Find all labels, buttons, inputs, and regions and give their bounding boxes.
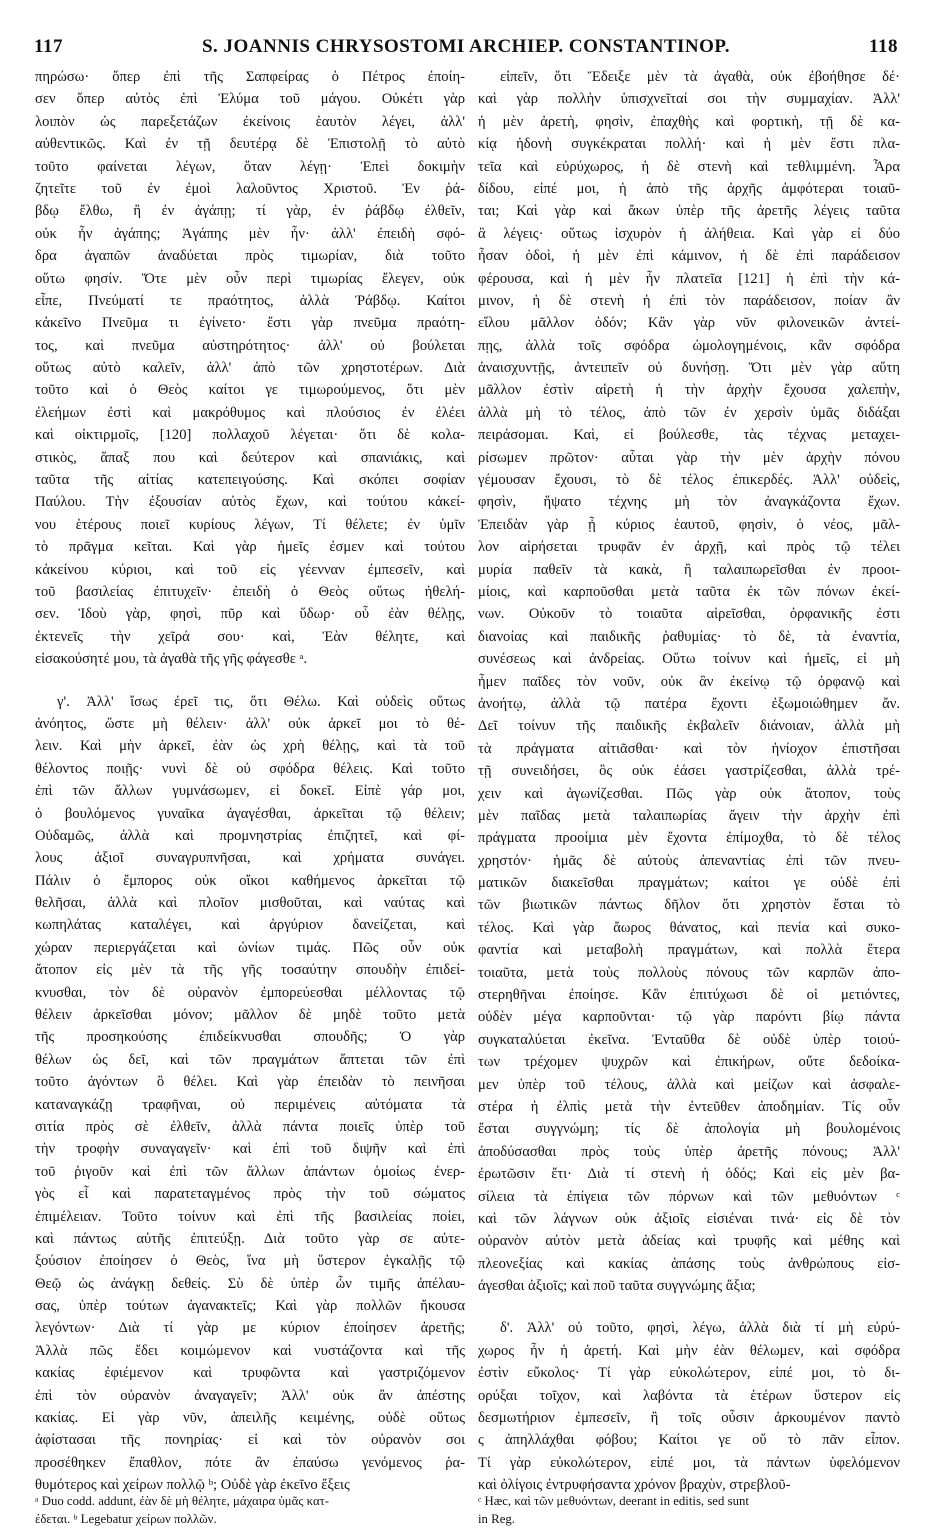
text-line: δ'. Ἀλλ' οὐ τοῦτο, φησὶ, λέγω, ἀλλὰ διὰ τί μὴ εὐρύ- <box>500 1320 900 1337</box>
text-line: σεν ὅπερ αὐτὸς ἐπὶ Ἐλύμα τοῦ μάγου. Οὐκέτι γὰρ <box>35 91 465 108</box>
text-line: μυρία παθεῖν τὰ κακὰ, ἢ ταλαιπωρεῖσθαι ἐν προοι- <box>478 561 900 578</box>
text-line: θέλειν ἀρκεῖσθαι μόνον; μᾶλλον δὲ μηδὲ τοῦτο μετὰ <box>35 1007 465 1024</box>
text-line: Τί γὰρ εὐκολώτερον, εἰπέ μοι, τὰ πάντων ὑφελόμενον <box>478 1454 900 1471</box>
text-line: ἃ λέγεις· οὕτως ἰσχυρὸν ἡ ἀλήθεια. Καὶ γὰρ εἰ δύο <box>478 225 900 242</box>
text-line: τεῖα καὶ εὐρύχωρος, ἡ δὲ στενὴ καὶ τεθλιμμένη. Ἆρα <box>478 158 900 175</box>
footnote-line: έδεται. ᵇ Legebatur χείρων πολλῶν. <box>35 1512 217 1526</box>
text-line: ἦμεν παῖδες τὸν νοῦν, οὐκ ἂν ἐκείνῳ τῷ ὀρφανῷ καὶ <box>478 673 900 690</box>
text-line: τοῦτο ἀγόντων ὃ θέλει. Καὶ γὰρ ἐπειδὰν τὸ πεινῆσαι <box>35 1074 465 1091</box>
text-line: τοῦ ῥιγοῦν καὶ ἐπὶ τῶν ἄλλων ἁπάντων ὁμοίως ἐνερ- <box>35 1163 465 1180</box>
text-line: χειν καὶ ἀγωνίζεσθαι. Πῶς γὰρ οὐκ ἄτοπον, τοὺς <box>478 785 900 802</box>
text-line: ἐκτενεῖς τὴν χεῖρά σου· καὶ, Ἐὰν θέλητε, καὶ <box>35 628 465 645</box>
text-line: κἀκείνου κύριοι, καὶ τοῦ εἰς γέενναν ἐμπεσεῖν, καὶ <box>35 561 465 578</box>
text-line: Ἐπειδὰν γὰρ ᾖ κύριος ἑαυτοῦ, φησὶν, ὁ νέος, μᾶλ- <box>478 516 900 533</box>
text-line: δεσμωτήριον ἐμπεσεῖν, ἢ τοῖς οὖσιν ἀρκουμένον παντὸ <box>478 1410 900 1427</box>
text-line: σιτία πρὸς σὲ ἐλθεῖν, ἀλλὰ πάντα ποιεῖς ὑπὲρ τοῦ <box>35 1118 465 1135</box>
text-line: τοῦτο φαίνεται λέγων, ὅταν λέγῃ· Ἐπεὶ δοκιμὴν <box>35 158 465 175</box>
text-line: οὕτω φησίν. Ὅτε μὲν οὖν περὶ τιμωρίας ἔλεγεν, οὐκ <box>35 270 465 287</box>
text-line: ρίσωμεν πρῶτον· αὗται γὰρ τὴν μὲν ἀρχὴν πόνου <box>478 449 900 466</box>
text-line: διανοίας καὶ παιδικῆς ῥαθυμίας· τὸ δὲ, τὰ ἐναντία, <box>478 628 900 645</box>
footnote-line: ᵃ Duo codd. addunt, ἐὰν δὲ μὴ θέλητε, μάχαιρα ὑμᾶς κατ- <box>35 1494 330 1508</box>
text-line: τῶν βιωτικῶν πάντως δῆλον ὅτι χρηστὸν ἔσται τὸ <box>478 897 900 914</box>
text-line: τος, καὶ πνεῦμα αὐστηρότητος· ἀλλ' οὐ βούλεται <box>35 337 465 354</box>
text-line: σεν. Ἰδοὺ γὰρ, φησὶ, πῦρ καὶ ὕδωρ· οὗ ἐὰν θέλῃς, <box>35 606 465 623</box>
text-line: των τρέχομεν ψυχρῶν καὶ ἐπικήρων, οὔτε δεδοίκα- <box>478 1054 900 1071</box>
text-line: εἶπε, Πνεύματί τε πραότητος, ἀλλὰ Ῥάβδῳ. Καίτοι <box>35 292 465 309</box>
text-line: κνυσθαι, τὸν δὲ οὐρανὸν ἐμπορεύεσθαι μέλλοντας τῷ <box>35 984 465 1001</box>
text-line: ξούσιον ἐποίησεν ὁ Θεὸς, ἵνα μὴ ὕστερον ἐγκαλῇς τῷ <box>35 1253 465 1270</box>
text-line: ἀνοήτῳ, ἀλλὰ τῷ πατέρα ἔχοντι ἐξωμοιώθημεν ἄν. <box>478 695 900 712</box>
text-line: ἀφίστασαι τῆς πονηρίας· εἰ καὶ τὸν οὐρανὸν σοι <box>35 1432 465 1449</box>
right-paragraph-2 <box>478 1317 900 1496</box>
text-line: χώραν περιεργάζεται καὶ ὠνίων τιμάς. Πῶς οὖν οὐκ <box>35 939 465 956</box>
text-line: τὰ πράγματα αἰτιᾶσθαι· καὶ τὸν ἡνίοχον ἐπιστῆσαι <box>478 740 900 757</box>
text-line: Πάλιν ὁ ἔμπορος οὐκ οἴκοι καθήμενος ἀρκεῖται τῷ <box>35 872 465 889</box>
text-line: τῇ συνειδήσει, ὃς οὐκ ἐάσει γαστρίζεσθαι, ἀλλὰ τρέ- <box>478 763 900 780</box>
text-line: κἀκεῖνο Πνεῦμα τι ἐγίνετο· ἔστι γὰρ πνεῦμα πραότη- <box>35 315 465 332</box>
running-head <box>34 36 898 60</box>
text-line: καὶ γὰρ πολλὴν ὑπισχνεῖταί σοι τὴν συμμαχίαν. Ἀλλ' <box>478 91 900 108</box>
text-line: ἀναισχυντῇς, ἀντειπεῖν οὐ δυνήσῃ. Ὅτι μὲν γὰρ αὕτη <box>478 360 900 377</box>
text-line: αὐθεντικῶς. Καὶ ἐν τῇ δευτέρᾳ δὲ Ἐπιστολῇ τὸ αὐτὸ <box>35 136 465 153</box>
text-line: ται; Καὶ γὰρ καὶ ἄκων ὑπὲρ τῆς ἀρετῆς λέγεις ταῦτα <box>478 203 900 220</box>
text-line: Δεῖ τοίνυν τῆς παιδικῆς ἐκβαλεῖν διάνοιαν, ἀλλὰ μὴ <box>478 718 900 735</box>
text-line: βδῳ ἔλθω, ἢ ἐν ἀγάπῃ; τί γὰρ, ἐν ῥάβδῳ ἐλθεῖν, <box>35 203 465 220</box>
text-line: άγεσθαι ἀξιοῖς; καὶ ποῦ ταῦτα συγγνώμης ἄξια; <box>478 1278 756 1295</box>
text-line: πηρώσω· ὅπερ ἐπὶ τῆς Σαπφείρας ὁ Πέτρος ἐποίη- <box>35 69 465 85</box>
text-line: κίᾳ ἡδονὴ συγκέκραται πολλή· καὶ ἡ μὲν ἔστι πλα- <box>478 136 900 153</box>
text-line: ἐστὶν εὔκολος· Τί γὰρ εὐκολώτερον, εἰπέ μοι, τὸ δι- <box>478 1365 900 1382</box>
text-line: ἐπιμέλειαν. Τοῦτο τοίνυν καὶ ἐπὶ τῆς βασιλείας ποίει, <box>35 1208 465 1225</box>
text-line: γέμουσαν ἔχουσι, τὸ δὲ τέλος ἐπικερδές. Ἀλλ' οὐδεὶς, <box>478 472 900 489</box>
text-line: ἀλλὰ μὴ τὸ τέλος, ἀπὸ τῶν ἐν χερσὶν ὑμᾶς διδάξαι <box>478 404 900 421</box>
text-line: λον αἱρήσεται τρυφᾶν ἐν ἀρχῇ, καὶ πρὸς τῷ τέλει <box>478 539 900 556</box>
text-line: οὐδὲν μέγα καρποῦνται· τῷ γὰρ παρόντι βίῳ πάντα <box>478 1009 900 1026</box>
text-line: πῃς, ἀλλὰ τοῖς σφόδρα ὡμολογημένοις, κἂν σφόδρα <box>478 337 900 354</box>
text-line: πράγματα προοίμια μὲν ἔχοντα ἐπίμοχθα, τὸ δὲ τέλος <box>478 830 900 847</box>
text-line: χωρος ἦν ἡ ἀρετή. Καὶ μὴν ἐὰν θέλωμεν, καὶ σφόδρα <box>478 1342 900 1359</box>
text-line: ἔσται συγγνώμη; τίς δὲ ἀπολογία μὴ βουλομένοις <box>478 1121 900 1138</box>
text-line: συνέσεως καὶ ἀνδρείας. Οὕτω τοίνυν καὶ ἡμεῖς, εἰ μὴ <box>478 651 900 668</box>
text-line: καὶ τῶν λάγνων οὐκ ἀξιοῖς εἰσιέναι τινά· εἰς δὲ τὸν <box>478 1210 900 1227</box>
text-line: εἵλου μᾶλλον ὁδόν; Κἂν γὰρ νῦν φιλονεικῶν ἀντεί- <box>478 315 900 332</box>
text-line: θέλοντος ποιῇς· νυνὶ δὲ οὐ σφόδρα θέλεις. Καὶ τοῦτο <box>35 760 465 777</box>
page-number-right: 118 <box>869 36 898 57</box>
text-line: χρηστόν· ἡμᾶς δὲ αὐτοὺς ἀπεναντίας ἐπὶ τῶν πνευ- <box>478 852 900 869</box>
text-line: σίλεια τὰ ἐπίγεια τῶν πόρνων καὶ τῶν μεθυόντων ᶜ <box>478 1188 900 1205</box>
text-line: τῆς προσηκούσης ἐπιδείκνυσθαι σπουδῆς; Ὁ γὰρ <box>35 1029 465 1046</box>
text-line: προσέθηκεν ἔπαθλον, πότε ἂν ἐπαύσω γενόμενος ῥα- <box>35 1454 465 1471</box>
left-column <box>35 66 465 1497</box>
text-line: τοιαῦτα, μετὰ τοὺς πολλοὺς πόνους τῶν καρπῶν ἀπο- <box>478 964 900 981</box>
page-number-left: 117 <box>34 36 63 57</box>
text-line: φησὶν, ἥψατο τέχνης μὴ τὸν ἀναγκάζοντα ἔχων. <box>478 494 900 511</box>
text-line: συγκαταλύεται ἐκεῖνα. Ἐνταῦθα δὲ οὐδὲ ὑπὲρ τοιού- <box>478 1031 900 1048</box>
footnote-line: ᶜ Hæc, καὶ τῶν μεθυόντων, deerant in editis, sed sunt <box>478 1494 749 1508</box>
text-line: οὐρανὸν αὐτὸν μετὰ ἀδείας καὶ τρυφῆς καὶ μέθης καὶ <box>478 1233 900 1250</box>
text-line: δρα ἀγαπῶν ἀναδύεται πρὸς τιμωρίαν, διὰ τοῦτο <box>35 248 465 265</box>
text-line: φέρουσα, καὶ ἡ μὲν ἦν πλατεῖα [121] ἡ ἐπὶ τὴν κά- <box>478 270 900 287</box>
running-title: S. JOANNIS CHRYSOSTOMI ARCHIEP. CONSTANTINOP. <box>201 36 731 57</box>
text-line: ἡ μὲν ἀρετὴ, φησὶν, ἐπαχθὴς καὶ φορτικὴ, τῇ δὲ κα- <box>478 113 900 130</box>
text-line: πειράσομαι. Καὶ, εἰ βούλεσθε, τὰς τέχνας μεταχει- <box>478 427 900 444</box>
text-line: ἀνόητος, ὥστε μὴ θέλειν· ἀλλ' οὐκ ἀρκεῖ μοι τὸ θέ- <box>35 715 465 732</box>
text-line: Ἀλλὰ πῶς ἔδει κοιμώμενον καὶ νυστάζοντα καὶ τῆς <box>35 1342 465 1359</box>
text-line: ταῦτα τῆς αἰτίας κατεπειγούσης. Καὶ σκόπει σοφίαν <box>35 472 465 489</box>
text-line: λεγόντων· Διὰ τί γὰρ με κύριον ἐποίησεν ἀρετῆς; <box>35 1320 465 1337</box>
text-line: Παύλου. Τὴν ἐξουσίαν αὐτὸς ἔχων, καὶ τούτου κἀκεί- <box>35 494 465 511</box>
text-line: Θεῷ ὡς ἀνάγκῃ δεθείς. Σὺ δὲ ὑπὲρ ὧν τιμῆς ἀπέλαυ- <box>35 1275 465 1292</box>
text-line: φαντία καὶ μεταβολὴ πραγμάτων, καὶ πολλὰ ἕτερα <box>478 942 900 959</box>
text-line: ἐλεήμων ἐστὶ καὶ μακρόθυμος καὶ πλούσιος ἐν ἐλέει <box>35 404 465 421</box>
text-line: στερηθῆναι ἐποίησε. Κἂν ἐπιτύχωσι δὲ οἱ μετιόντες, <box>478 987 900 1004</box>
text-line: πλεονεξίας καὶ κακίας ἁπάσης τοὺς ἀνθρώπους εἰσ- <box>478 1255 900 1272</box>
paragraph-gap <box>478 1297 900 1317</box>
text-line: στικὸς, ἅπαξ που καὶ δεύτερον καὶ σπανιάκις, καὶ <box>35 449 465 466</box>
text-line: ἐπὶ τῶν ἄλλων γυμνάσωμεν, εἰ δοκεῖ. Εἰπὲ γάρ μοι, <box>35 783 465 800</box>
text-line: θελῆσαι, ἀλλὰ καὶ πλοῖον μισθοῦται, καὶ ναύτας καὶ <box>35 895 465 912</box>
text-line: ζητεῖτε τοῦ ἐν ἐμοὶ λαλοῦντος Χριστοῦ. Ἐν ῥά- <box>35 180 465 197</box>
left-paragraph-1 <box>35 66 465 671</box>
text-line: λειν. Καὶ μὴν ἀρκεῖ, ἐὰν ὡς χρὴ θέλῃς, καὶ τὰ τοῦ <box>35 738 465 755</box>
text-line: θέλων ὡς δεῖ, καὶ τῶν πραγμάτων ἅπτεται τῶν ἐπὶ <box>35 1051 465 1068</box>
text-line: τοῦ βασιλείας ἐπιτυχεῖν· ἐπειδὴ ὁ Θεὸς οὕτως ἠθελή- <box>35 583 465 600</box>
text-line: Οὐδαμῶς, ἀλλὰ καὶ προμνηστρίας ἐπιζητεῖ, καὶ φί- <box>35 827 465 844</box>
text-line: ορύξαι τοῖχον, καὶ λαβόντα τὰ ἑτέρων ὕστερον εἰς <box>478 1387 900 1404</box>
text-line: ἦσαν ὁδοὶ, ἡ μὲν ἐπὶ κάμινον, ἡ δὲ ἐπὶ παράδεισον <box>478 248 900 265</box>
text-line: λοιπὸν ὡς παρεξετάζων ἐκείνοις ἑαυτὸν λέγει, ἀλλ' <box>35 113 465 130</box>
text-line: ἐπὶ τὸν οὐρανὸν ἀναγαγεῖν; Ἀλλ' οὐκ ἂν ἀπέστης <box>35 1387 465 1404</box>
text-line: εἰπεῖν, ὅτι Ἔδειξε μὲν τὰ ἀγαθὰ, οὐκ ἐβοήθησε δέ· <box>500 69 900 85</box>
left-footnotes <box>35 1492 465 1528</box>
text-line: τέλος. Καὶ γὰρ ἄωρος θάνατος, καὶ πενία καὶ συκο- <box>478 919 900 936</box>
text-line: οὕτως αὐτὸ καλεῖν, ἀλλ' ἀπὸ τῶν χρηστοτέρων. Διὰ <box>35 360 465 377</box>
text-line: καὶ οἰκτιρμοῖς, [120] πολλαχοῦ λέγεται· ὅτι δὲ κολα- <box>35 427 465 444</box>
text-line: μινον, ἡ δὲ στενὴ ἡ ἐπὶ τὸν παράδεισον, ποίαν ἂν <box>478 292 900 309</box>
text-line: καταναγκάζῃ τραφῆναι, οὐ περιμένεις αὐτόματα τὰ <box>35 1096 465 1113</box>
right-column <box>478 66 900 1497</box>
text-line: κωπηλάτας καταλέγει, καὶ ἀργύριον δανείζεται, καὶ <box>35 917 465 934</box>
text-line: γὸς εἶ καὶ παρατεταγμένος πρὸς τὴν τοῦ σώματος <box>35 1186 465 1203</box>
text-line: ς ἀπηλλάχθαι φόβου; Καίτοι γε οὔ τὸ πᾶν εἶπον. <box>478 1432 900 1449</box>
text-line: ματικῶν διακεῖσθαι πραγμάτων; καίτοι γε οὐδὲ ἐπὶ <box>478 875 900 892</box>
text-line: μᾶλλον ἐστὶν αἱρετὴ ἡ τὴν ἀρχὴν ἔχουσα χαλεπὴν, <box>478 382 900 399</box>
text-line: σας, ὑπὲρ τούτων ἀγανακτεῖς; Καὶ γὰρ πολλῶν ἤκουσα <box>35 1298 465 1315</box>
text-line: μεν ὑπὲρ τοῦ τέλους, ἀλλὰ καὶ μείζων καὶ ἀσφαλε- <box>478 1076 900 1093</box>
text-line: τοῦτο καὶ ὁ Θεὸς καίτοι γε τιμωρούμενος, ὅτι μὲν <box>35 382 465 399</box>
right-footnotes <box>478 1492 900 1528</box>
paragraph-gap <box>35 671 465 691</box>
text-line: ἀποδύσασθαι πρὸς τοὺς ὑπὲρ ἀρετῆς πόνους; Ἀλλ' <box>478 1143 900 1160</box>
text-line: εἰσακούσητέ μου, τὰ ἀγαθὰ τῆς γῆς φάγεσθε ᵃ. <box>35 651 308 668</box>
text-line: δίδου, εἰπέ μοι, ἡ ἀπὸ τῆς ἀρχῆς ἀμφότεραι τοιαῦ- <box>478 180 900 197</box>
text-line: τὸ πρᾶγμα κεῖται. Καὶ γὰρ ἡμεῖς ἐσμεν καὶ τούτου <box>35 539 465 556</box>
text-line: κακίας. Εἰ γὰρ νῦν, ἀπειλῆς κειμένης, οὐδὲ οὕτως <box>35 1410 465 1427</box>
right-paragraph-1 <box>478 66 900 1297</box>
text-line: τὴν τροφὴν συναγαγεῖν· καὶ ἐπὶ τοῦ διψῆν καὶ ἐπὶ <box>35 1141 465 1158</box>
text-line: ἐρωτῶσιν ἔτι· Διὰ τί στενὴ ἡ ὁδός; Καὶ εἰς μὲν βα- <box>478 1166 900 1183</box>
text-line: νων. Οὐκοῦν τὸ τοιαῦτα αἱρεῖσθαι, ὀρφανικῆς ἐστι <box>478 606 900 623</box>
text-line: στέρα ἡ ἐλπὶς μετὰ τὴν ἐντεῦθεν ἀποδημίαν. Τίς οὖν <box>478 1098 900 1115</box>
text-line: ἄτοπον εἰς μὲν τὰ τῆς γῆς τοσαύτην σπουδὴν ἐπιδεί- <box>35 962 465 979</box>
text-line: οὐκ ἦν ἀγάπης; Ἀγάπης μὲν ἦν· ἀλλ' ἐπειδὴ σφό- <box>35 225 465 242</box>
text-line: ὁ βουλόμενος γυναῖκα ἀγαγέσθαι, ἀρκεῖται τῷ θέλειν; <box>35 805 465 822</box>
text-line: καὶ πάντως αὐτῆς ἐπιτεύξῃ. Διὰ τοῦτο γὰρ σε αὐτε- <box>35 1230 465 1247</box>
text-line: κακίας ἐφιέμενον καὶ τρυφῶντα καὶ γαστριζόμενον <box>35 1365 465 1382</box>
text-line: μίοις, καὶ καρποῦσθαι μετὰ ταῦτα ἐκ τῶν πόνων ἐκεί- <box>478 583 900 600</box>
text-line: νου ἑτέρους ποιεῖ κυρίους λέγων, Τί θέλετε; ἐν ὑμῖν <box>35 516 465 533</box>
text-line: θυμότερος καὶ χείρων πολλῷ ᵇ; Οὐδὲ γὰρ ἐκεῖνο ἔξεις <box>35 1477 350 1494</box>
text-line: μὲν παῖδας μετὰ ταλαιπωρίας ἄγειν τὴν ἀρχὴν ἐπὶ <box>478 807 900 824</box>
left-paragraph-2 <box>35 691 465 1497</box>
footnote-line: in Reg. <box>478 1512 515 1526</box>
text-line: καὶ ὀλίγοις ἐντρυφήσαντα χρόνον βραχὺν, στρεβλοῦ- <box>478 1477 791 1494</box>
text-line: γ'. Ἀλλ' ἴσως ἐρεῖ τις, ὅτι Θέλω. Καὶ οὐδεὶς οὕτως <box>57 693 465 710</box>
text-line: λους ἀξιοῖ συναγρυπνῆσαι, καὶ χρήματα συνάγει. <box>35 850 465 867</box>
